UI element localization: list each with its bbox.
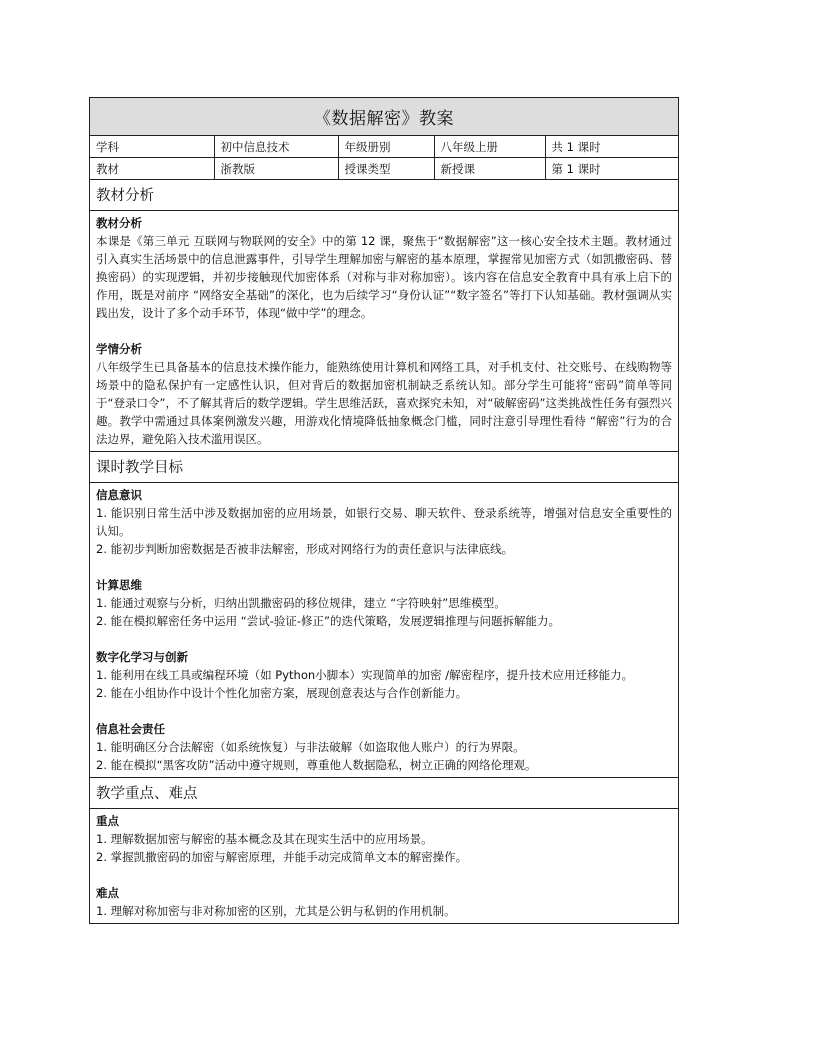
subsection-title: 难点 (96, 886, 119, 900)
list-item: 2. 能在小组协作中设计个性化加密方案，展现创意表达与合作创新能力。 (96, 686, 468, 700)
section-heading: 课时教学目标 (90, 452, 678, 483)
subsection-title: 信息社会责任 (96, 722, 165, 736)
subsection-title: 信息意识 (96, 488, 142, 502)
key-points-section (90, 778, 678, 923)
section-body (90, 483, 678, 777)
document-title: 《数据解密》教案 (90, 98, 678, 136)
list-item: 2. 能在模拟解密任务中运用 “尝试-验证-修正”的迭代策略，发展逻辑推理与问题拆解能力。 (96, 614, 560, 628)
info-cell: 第 1 课时 (545, 158, 678, 180)
section-heading: 教学重点、难点 (90, 778, 678, 809)
subsection-title: 学情分析 (96, 342, 142, 356)
student-analysis-text: 八年级学生已具备基本的信息技术操作能力，能熟练使用计算机和网络工具，对手机支付、社交账号、在线购物等场景中的隐私保护有一定感性认识，但对背后的数据加密机制缺乏系统认知。部分学生可能将“密码”简单等同于“登录口令”，不了解其背后的数学逻辑。学生思维活跃，喜欢探究未知，对“破解密码”这类挑战性任务有强烈兴趣。教学中需通过具体案例激发兴趣，用游戏化情境降低抽象概念门槛，同时注意引导理性看待 “解密”行为的合法边界，避免陷入技术滥用误区。 (96, 360, 672, 446)
section-heading: 教材分析 (90, 180, 678, 211)
subsection-title: 计算思维 (96, 578, 142, 592)
info-cell: 浙教版 (214, 158, 338, 180)
list-item: 1. 理解对称加密与非对称加密的区别，尤其是公钥与私钥的作用机制。 (96, 904, 456, 918)
info-cell: 初中信息技术 (214, 136, 338, 158)
subsection-title: 教材分析 (96, 216, 142, 230)
course-info-table (90, 136, 678, 180)
info-cell: 学科 (90, 136, 214, 158)
list-item: 1. 理解数据加密与解密的基本概念及其在现实生活中的应用场景。 (96, 832, 433, 846)
info-cell: 共 1 课时 (545, 136, 678, 158)
list-item: 2. 掌握凯撒密码的加密与解密原理，并能手动完成简单文本的解密操作。 (96, 850, 468, 864)
list-item: 1. 能识别日常生活中涉及数据加密的应用场景，如银行交易、聊天软件、登录系统等，增强对信息安全重要性的认知。 (96, 506, 672, 538)
section-body (90, 211, 678, 451)
material-analysis-text: 本课是《第三单元 互联网与物联网的安全》中的第 12 课，聚焦于“数据解密”这一核心安全技术主题。教材通过引入真实生活场景中的信息泄露事件，引导学生理解加密与解密的基本原理，掌握常见加密方式（如凯撒密码、替换密码）的实现逻辑，并初步接触现代加密体系（对称与非对称加密）。该内容在信息安全教育中具有承上启下的作用，既是对前序 “网络安全基础”的深化，也为后续学习“身份认证”“数字签名”等打下认知基础。教材强调从实践出发，设计了多个动手环节，体现“做中学”的理念。 (96, 234, 672, 320)
info-cell: 教材 (90, 158, 214, 180)
subsection-title: 重点 (96, 814, 119, 828)
lesson-plan-document (89, 97, 679, 924)
subsection-title: 数字化学习与创新 (96, 650, 188, 664)
info-row-subject (90, 136, 678, 158)
info-cell: 授课类型 (338, 158, 434, 180)
section-body (90, 809, 678, 923)
list-item: 1. 能明确区分合法解密（如系统恢复）与非法破解（如盗取他人账户）的行为界限。 (96, 740, 525, 754)
list-item: 2. 能在模拟“黑客攻防”活动中遵守规则，尊重他人数据隐私，树立正确的网络伦理观。 (96, 758, 537, 772)
info-cell: 八年级上册 (434, 136, 545, 158)
list-item: 2. 能初步判断加密数据是否被非法解密，形成对网络行为的责任意识与法律底线。 (96, 542, 514, 556)
list-item: 1. 能通过观察与分析，归纳出凯撒密码的移位规律，建立 “字符映射”思维模型。 (96, 596, 506, 610)
material-analysis-section (90, 180, 678, 452)
info-row-textbook (90, 158, 678, 180)
objectives-section (90, 452, 678, 778)
list-item: 1. 能利用在线工具或编程环境（如 Python小脚本）实现简单的加密 /解密程序，提升技术应用迁移能力。 (96, 668, 634, 682)
info-cell: 新授课 (434, 158, 545, 180)
info-cell: 年级册别 (338, 136, 434, 158)
